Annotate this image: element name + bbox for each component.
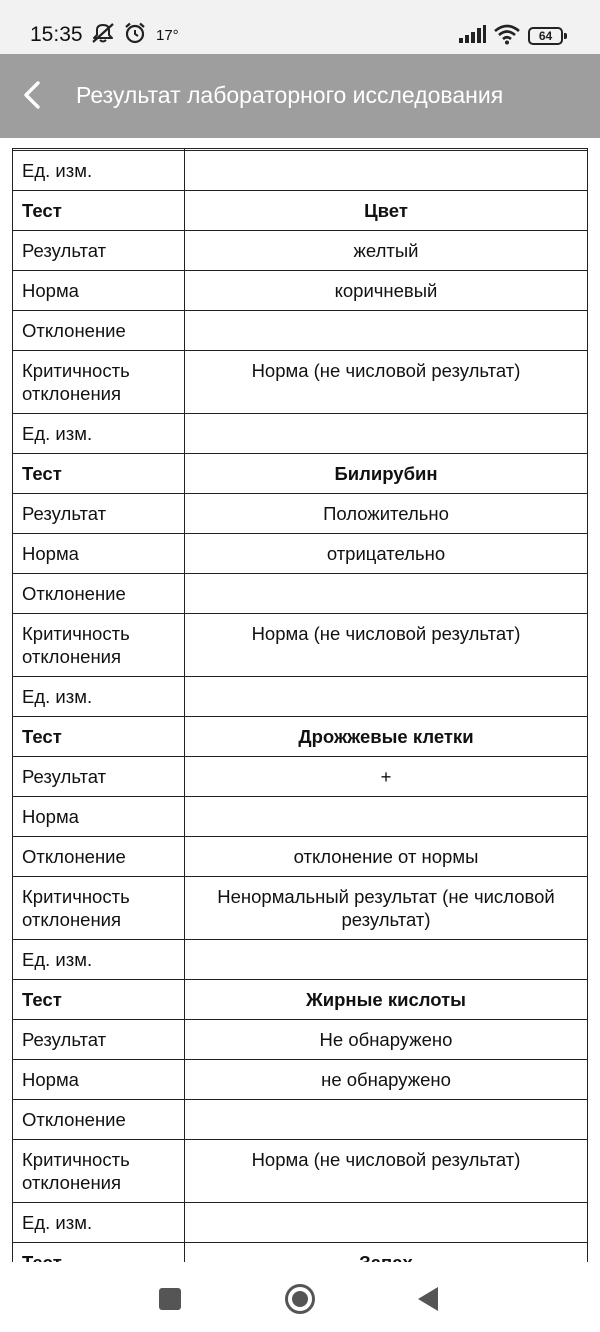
row-label: Критичность отклонения [13,351,185,413]
row-label: Ед. изм. [13,1203,185,1242]
row-value: Норма (не числовой результат) [251,623,521,644]
table-row-result [12,757,588,797]
row-value: Дрожжевые клетки [298,726,474,747]
row-label: Ед. изм. [13,677,185,716]
row-value: желтый [353,240,419,261]
row-value: отклонение от нормы [293,846,479,867]
table-row-norm [12,797,588,837]
table-row-test [12,980,588,1020]
row-label: Результат [13,494,185,533]
table-row-result [12,231,588,271]
app-bar [0,54,600,138]
status-temperature: 17° [156,26,179,44]
alarm-icon [123,21,147,50]
row-label: Норма [13,271,185,310]
row-value: + [380,766,392,787]
recents-button[interactable] [153,1282,187,1316]
status-icons-right [458,23,568,49]
row-label: Отклонение [13,1100,185,1139]
battery-cap [564,33,567,39]
row-label: Отклонение [13,574,185,613]
battery-icon [528,26,568,46]
battery-level: 64 [528,27,563,45]
chevron-left-icon [21,80,43,110]
table-row-unit [12,151,588,191]
status-icons-left [90,22,179,48]
row-label: Тест [13,717,185,756]
row-value: Ненормальный результат (не числовой результат) [217,886,555,930]
row-label: Критичность отклонения [13,1140,185,1202]
row-value [185,1203,587,1242]
row-label: Критичность отклонения [13,877,185,939]
row-value [185,797,587,836]
row-label: Критичность отклонения [13,614,185,676]
table-row-deviation [12,574,588,614]
row-label: Норма [13,797,185,836]
table-row-unit [12,1203,588,1243]
table-row-test [12,717,588,757]
row-label: Отклонение [13,311,185,350]
status-time: 15:35 [30,23,83,46]
row-label: Результат [13,231,185,270]
table-row-test [12,191,588,231]
row-label: Тест [13,191,185,230]
row-value [185,311,587,350]
table-row-criticality [12,351,588,414]
row-label: Норма [13,534,185,573]
table-row-criticality [12,1140,588,1203]
table-row-unit [12,414,588,454]
home-circle-icon [284,1283,316,1315]
table-row-result [12,494,588,534]
mute-icon [90,21,116,50]
signal-icon [458,24,486,49]
row-label: Результат [13,1020,185,1059]
status-bar [0,0,600,54]
row-value [185,414,587,453]
row-value [185,149,587,150]
table-row-norm [12,271,588,311]
row-label: Ед. изм. [13,414,185,453]
row-label: Ед. изм. [13,151,185,190]
row-label: Отклонение [13,837,185,876]
row-value [185,677,587,716]
row-value: коричневый [334,280,438,301]
row-label: Норма [13,1060,185,1099]
row-value: Билирубин [334,463,438,484]
row-value: Норма (не числовой результат) [251,360,521,381]
table-row-unit [12,940,588,980]
home-button[interactable] [283,1282,317,1316]
table-row-unit [12,677,588,717]
system-back-button[interactable] [411,1282,445,1316]
row-value: Не обнаружено [319,1029,453,1050]
row-value [185,1100,587,1139]
back-button[interactable] [12,72,52,118]
row-label: Тест [13,980,185,1019]
table-row-norm [12,1060,588,1100]
row-label: Результат [13,757,185,796]
row-value: отрицательно [326,543,446,564]
table-row-criticality [12,877,588,940]
table-row-deviation [12,311,588,351]
table-row-result [12,1020,588,1060]
wifi-icon [494,23,520,50]
table-row-deviation [12,1100,588,1140]
row-label [13,149,185,150]
row-label: Ед. изм. [13,940,185,979]
results-table [12,148,588,1283]
table-row-deviation [12,837,588,877]
row-value [185,574,587,613]
table-row-norm [12,534,588,574]
row-value: Норма (не числовой результат) [251,1149,521,1170]
row-value [185,940,587,979]
row-label: Тест [13,454,185,493]
recents-square-icon [158,1287,182,1311]
table-row-criticality [12,614,588,677]
back-triangle-icon [416,1286,440,1312]
row-value: не обнаружено [321,1069,451,1090]
row-value: Цвет [364,200,408,221]
row-value: Жирные кислоты [306,989,466,1010]
row-value: Положительно [323,503,449,524]
table-row-test [12,454,588,494]
page-title: Результат лабораторного исследования [76,82,504,108]
system-nav-bar [0,1262,600,1332]
row-value [185,151,587,190]
results-scroll-area[interactable] [0,138,600,1262]
